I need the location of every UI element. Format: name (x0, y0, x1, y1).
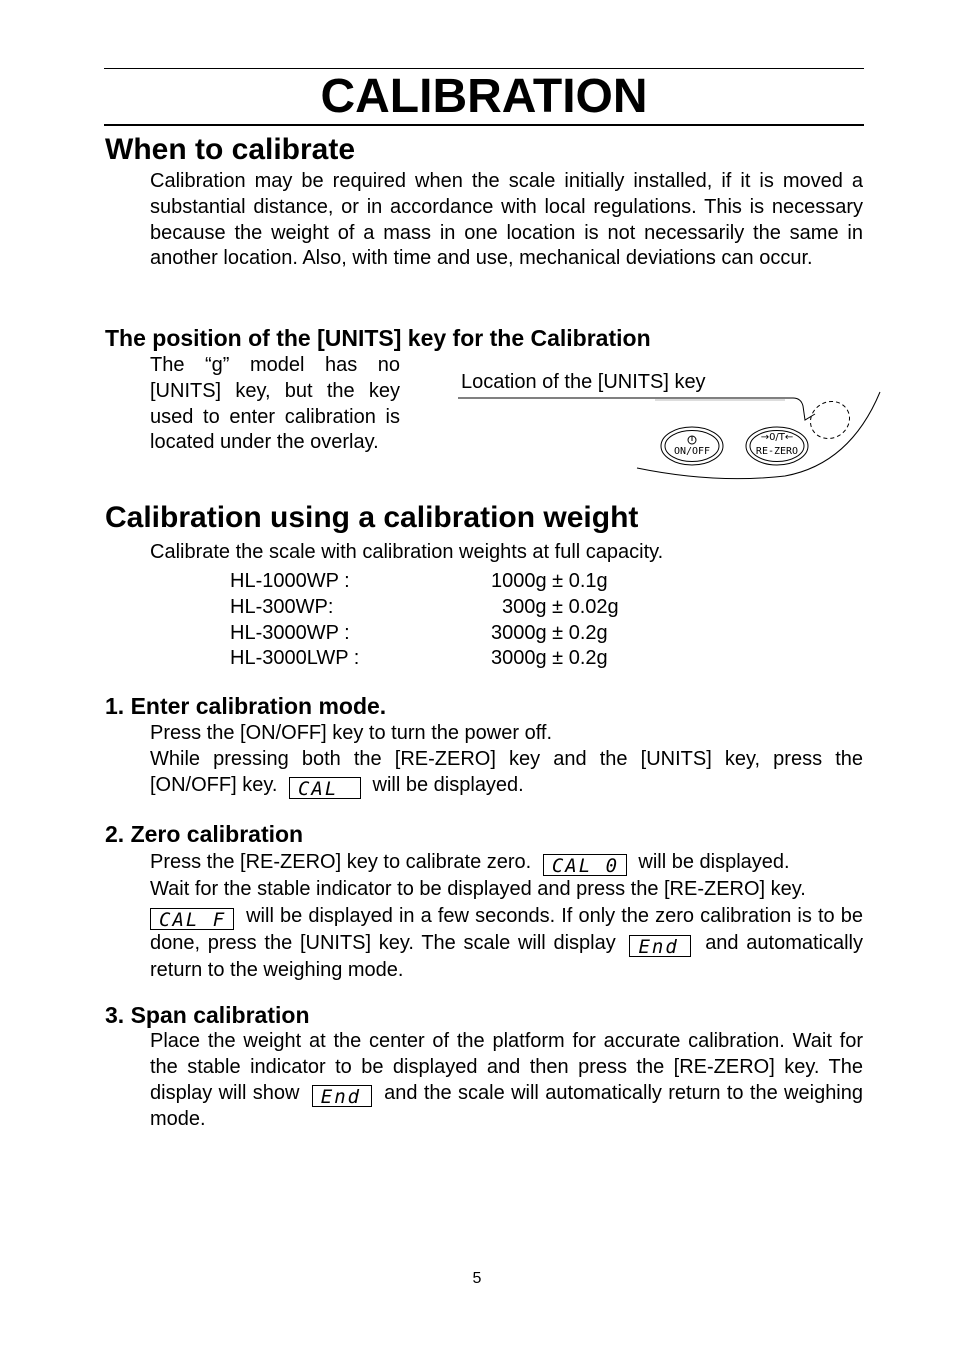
step2-text3: Wait for the stable indicator to be displayed and press the [RE-ZERO] key. (150, 878, 806, 900)
model-weight: 1000g ± 0.1g (491, 570, 608, 592)
on-off-key-label: ON/OFF (673, 446, 711, 457)
top-rule (104, 68, 864, 69)
re-zero-symbol: →0/T← (760, 432, 794, 443)
calibration-weight-intro: Calibrate the scale with calibration weights at full capacity. (150, 541, 664, 563)
step2-text5: and automatically return to the weighing mode. (150, 931, 864, 981)
when-to-calibrate-heading: When to calibrate (105, 133, 356, 166)
lcd-display-cal-f: CAL F (150, 908, 234, 930)
model-name: HL-3000WP : (230, 622, 350, 644)
step3-body (150, 1029, 863, 1132)
lcd-display-end: End (312, 1085, 372, 1107)
step2-body (150, 849, 863, 983)
when-to-calibrate-body: Calibration may be required when the scale initially installed, if it is moved a substantial distance, or in accordance with local regulations. This is necessary because the weight of a mass in one location is not necessarily the same in another location. Also, with time and use, mechanical deviations can occur. (150, 170, 863, 270)
re-zero-key-label: RE-ZERO (755, 446, 799, 457)
step2-heading: 2. Zero calibration (105, 821, 304, 847)
lcd-display-cal: CAL (289, 777, 361, 799)
units-key-heading: The position of the [UNITS] key for the Calibration (105, 325, 651, 351)
step3-text1: Place the weight at the center of the platform for accurate calibration. Wait for the stable indicator to be displayed and then press the [RE-ZERO] key. The display will show (150, 1030, 863, 1104)
page-number: 5 (472, 1270, 482, 1287)
lcd-display-cal-0: CAL 0 (543, 854, 627, 876)
step2-text2: will be displayed. (638, 851, 790, 873)
model-weight: 300g ± 0.02g (502, 596, 619, 618)
keypad-drawing (455, 368, 885, 488)
model-name: HL-3000LWP : (230, 647, 360, 669)
step2-text4: will be displayed in a few seconds. If only the zero calibration is to be done, press the [UNITS] key. The scale will display (150, 904, 863, 954)
step1-heading: 1. Enter calibration mode. (105, 693, 387, 719)
calibration-weight-heading: Calibration using a calibration weight (105, 501, 639, 534)
step2-text1: Press the [RE-ZERO] key to calibrate zero. (150, 851, 532, 873)
model-name: HL-300WP: (230, 596, 334, 618)
step1-line2: While pressing both the [RE-ZERO] key and the [UNITS] key, press the [ON/OFF] key. (150, 747, 863, 796)
step1-line1: Press the [ON/OFF] key to turn the power off. (150, 722, 553, 744)
units-key-diagram (455, 368, 885, 488)
model-weight: 3000g ± 0.2g (491, 647, 608, 669)
diagram-caption: Location of the [UNITS] key (461, 371, 706, 393)
lcd-display-end: End (629, 935, 691, 957)
units-key-body: The “g” model has no [UNITS] key, but the key used to enter calibration is located under the overlay. (150, 354, 400, 454)
step1-line2-end: will be displayed. (372, 773, 524, 796)
title-underline (104, 124, 864, 126)
step3-text2: and the scale will automatically return to the weighing mode. (150, 1081, 864, 1130)
step1-body (150, 721, 863, 799)
model-weight: 3000g ± 0.2g (491, 622, 608, 644)
model-name: HL-1000WP : (230, 570, 350, 592)
step3-heading: 3. Span calibration (105, 1002, 310, 1028)
page-title: CALIBRATION (320, 70, 648, 123)
